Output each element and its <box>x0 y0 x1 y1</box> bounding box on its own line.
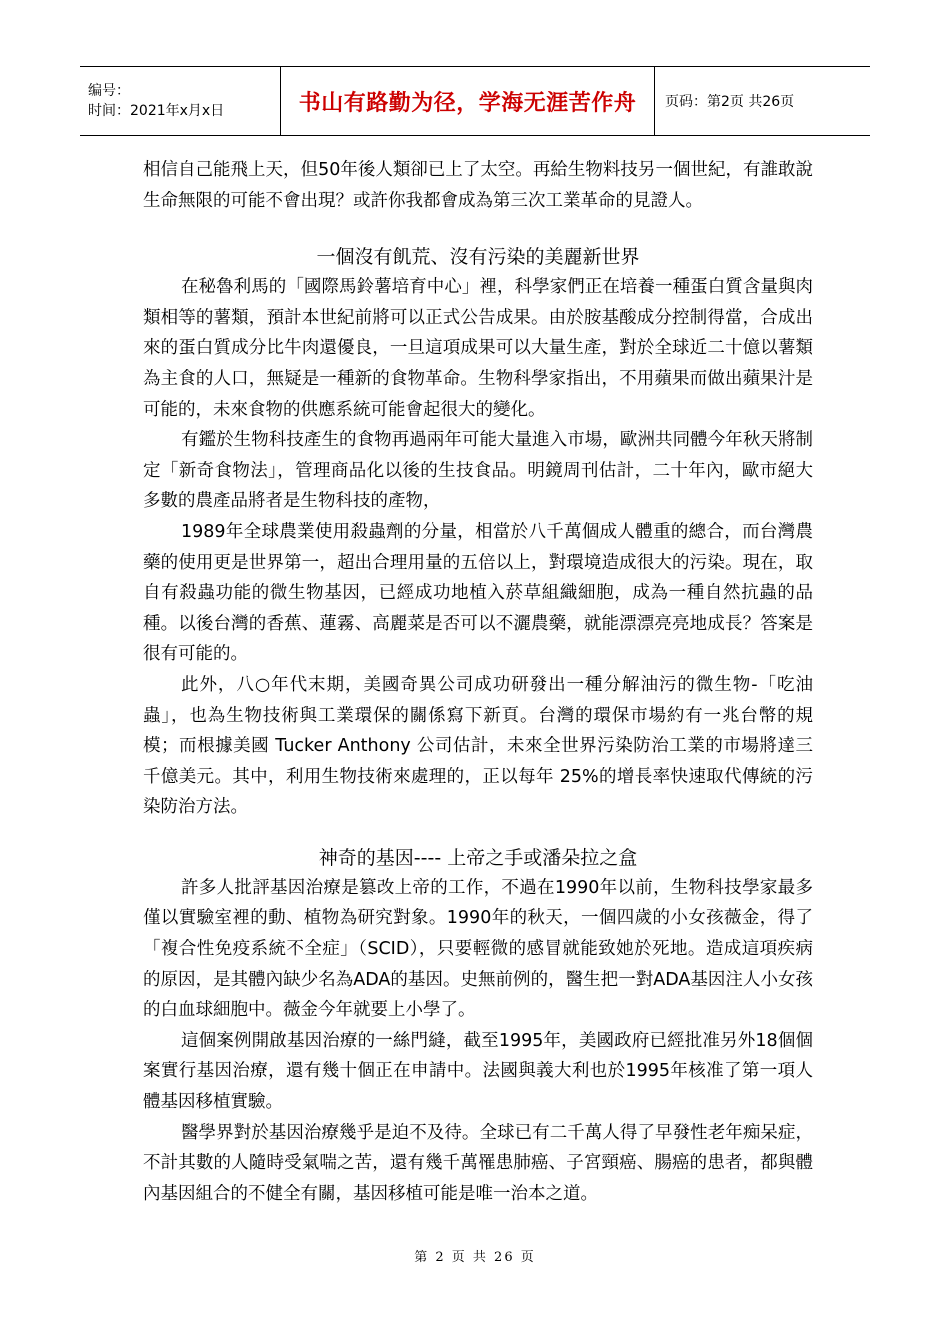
section1-paragraph: 在秘魯利馬的「國際馬鈴薯培育中心」裡，科學家們正在培養一種蛋白質含量與肉類相等的薯類，預計本世紀前將可以正式公告成果。由於胺基酸成分控制得當，合成出來的蛋白質成分比牛肉還優良，一旦這項成果可以大量生產，對於全球近二十億以薯類為主食的人口，無疑是一種新的食物革命。生物科學家指出，不用蘋果而做出蘋果汁是可能的，未來食物的供應系統可能會起很大的變化。 <box>143 277 813 420</box>
section1-paragraph: 此外，八○年代末期，美國奇異公司成功研發出一種分解油污的微生物-「吃油蟲」，也為生物技術與工業環保的關係寫下新頁。台灣的環保市場約有一兆台幣的規模；而根據美國 Tucker Anthony 公司估計，未來全世界污染防治工業的市場將達三千億美元。其中，利用生物技術來處理的，正以每年 25%的增長率快速取代傳統的污染防治方法。 <box>143 674 813 818</box>
section2-paragraph: 醫學界對於基因治療幾乎是迫不及待。全球已有二千萬人得了早發性老年痴呆症，不計其數的人隨時受氣喘之苦，還有幾千萬罹患肺癌、子宮頸癌、腸癌的患者，都與體內基因組合的不健全有關，基因移植可能是唯一治本之道。 <box>143 1122 813 1204</box>
header-time-label: 时间：2021年x月x日 <box>88 103 225 119</box>
header-motto <box>281 67 655 135</box>
page-footer: 第 2 页 共 26 页 <box>414 1250 536 1265</box>
intro-paragraph: 相信自己能飛上天，但50年後人類卻已上了太空。再給生物料技另一個世紀，有誰敢說生命無限的可能不會出現？或許你我都會成為第三次工業革命的見證人。 <box>143 160 813 211</box>
document-body <box>143 155 813 1209</box>
spacer <box>143 823 813 843</box>
section-title-2: 神奇的基因---- 上帝之手或潘朵拉之盒 <box>318 846 638 869</box>
page-header <box>80 66 870 136</box>
section2-paragraph: 這個案例開啟基因治療的一絲門縫，截至1995年，美國政府已經批准另外18個個案實行基因治療，還有幾十個正在申請中。法國與義大利也於1995年核准了第一項人體基因移植實驗。 <box>143 1030 813 1113</box>
header-meta <box>80 67 281 135</box>
section-title-1: 一個沒有飢荒、沒有污染的美麗新世界 <box>316 246 640 269</box>
section2-paragraph: 許多人批評基因治療是篡改上帝的工作，不過在1990年以前，生物科技學家最多僅以實驗室裡的動、植物為研究對象。1990年的秋天，一個四歲的小女孩薇金，得了「複合性免疫系統不全症」（SCID），只要輕微的感冒就能致她於死地。造成這項疾病的原因，是其體內缺少名為ADA的基因。史無前例的，醫生把一對ADA基因注人小女孩的白血球細胞中。薇金今年就要上小學了。 <box>143 877 813 1021</box>
header-code-label: 编号： <box>88 83 130 99</box>
header-page-info <box>655 67 870 135</box>
spacer <box>143 216 813 242</box>
section1-paragraph: 有鑑於生物科技產生的食物再過兩年可能大量進入市場，歐洲共同體今年秋天將制定「新奇食物法」，管理商品化以後的生技食品。明鏡周刊估計，二十年內，歐市絕大多數的農產品將者是生物科技的產物， <box>143 430 813 512</box>
header-motto-text: 书山有路勤为径，学海无涯苦作舟 <box>298 90 637 116</box>
header-page-info-text: 页码：第2页 共26页 <box>665 94 795 110</box>
section1-paragraph: 1989年全球農業使用殺蟲劑的分量，相當於八千萬個成人體重的總合，而台灣農藥的使用更是世界第一，超出合理用量的五倍以上，對環境造成很大的污染。現在，取自有殺蟲功能的微生物基因，已經成功地植入菸草組織細胞，成為一種自然抗蟲的品種。以後台灣的香蕉、蓮霧、高麗菜是否可以不灑農藥，就能漂漂亮亮地成長？答案是很有可能的。 <box>143 521 813 665</box>
